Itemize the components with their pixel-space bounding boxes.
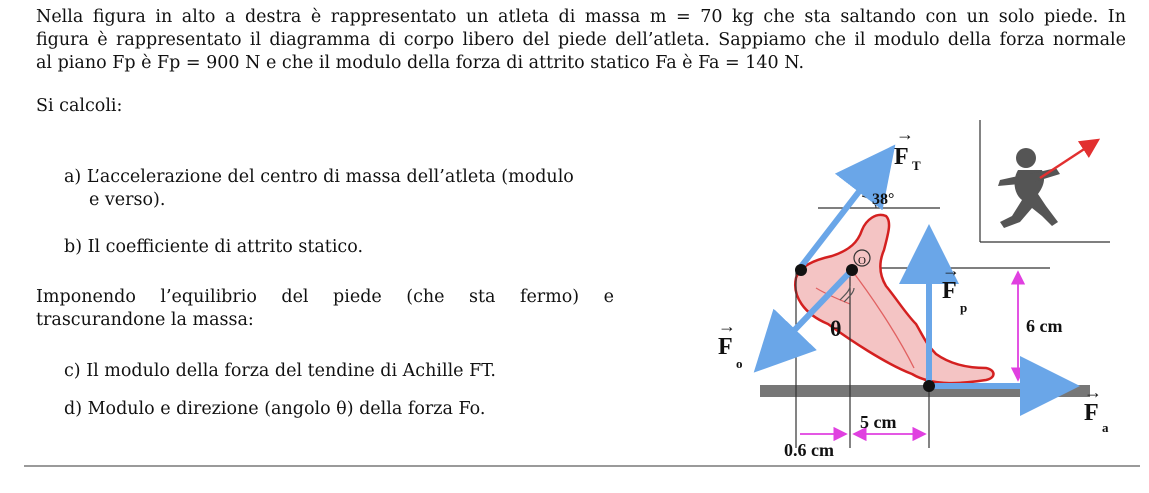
question-d-label: d) (64, 399, 83, 419)
intro-line-1: Nella figura in alto a destra è rappresentato un atleta di massa m = 70 kg che sta saltando con un solo piede. In (36, 7, 1126, 27)
question-b-label: b) (64, 237, 83, 257)
label-Fa: F (1084, 400, 1099, 426)
vec-Fp: → (942, 260, 960, 280)
vec-Fo: → (718, 316, 736, 336)
question-c-label: c) (64, 361, 81, 381)
question-b (64, 236, 363, 259)
question-d-text: Modulo e direzione (angolo θ) della forza Fo. (87, 399, 486, 419)
heel-point (795, 264, 807, 276)
label-Fp: F (942, 278, 957, 304)
question-c (64, 360, 496, 383)
imposing-line-1: Imponendo l’equilibrio del piede (che sta fermo) e (36, 287, 614, 307)
athlete-silhouette (998, 148, 1060, 228)
dim-5cm-label: 5 cm (860, 412, 897, 432)
bottom-separator (24, 465, 1140, 467)
intro-line-2: figura è rappresentato il diagramma di corpo libero del piede dell’atleta. Sappiamo che il modulo della forza normale (36, 30, 1126, 50)
free-body-diagram (700, 118, 1120, 463)
question-a-text: L’accelerazione del centro di massa dell’atleta (modulo (86, 167, 574, 187)
imposing-line-2: trascurandone la massa: (36, 310, 254, 330)
label-Fo: F (718, 334, 733, 360)
intro-line-3: al piano Fp è Fp = 900 N e che il modulo della forza di attrito statico Fa è Fa = 140 N. (36, 53, 805, 73)
angle-38-label: 38° (872, 191, 895, 208)
pivot-point (846, 264, 858, 276)
label-FT-sub: T (912, 158, 921, 173)
question-d (64, 398, 485, 421)
question-b-text: Il coefficiente di attrito statico. (87, 237, 364, 257)
label-Fa-sub: a (1102, 420, 1109, 435)
imposing-paragraph (36, 286, 614, 332)
pivot-label: O (858, 255, 866, 267)
label-FT: F (894, 144, 909, 170)
contact-point (923, 380, 935, 392)
dim-06cm-label: 0.6 cm (784, 440, 834, 460)
question-a-text-cont: e verso). (89, 190, 166, 210)
question-a-label: a) (64, 167, 82, 187)
athlete-inset (980, 120, 1110, 242)
theta-label: θ (830, 316, 842, 341)
question-c-text: Il modulo della forza del tendine di Achille FT. (86, 361, 496, 381)
label-Fo-sub: o (736, 356, 743, 371)
label-Fp-sub: p (960, 300, 968, 315)
vec-Fa: → (1084, 382, 1102, 402)
problem-intro (36, 6, 1126, 75)
vec-FT: → (896, 124, 914, 144)
question-a (64, 166, 574, 212)
dim-6cm-label: 6 cm (1026, 316, 1063, 336)
athlete-force-arrow (1040, 140, 1098, 178)
prompt-text: Si calcoli: (36, 96, 123, 116)
